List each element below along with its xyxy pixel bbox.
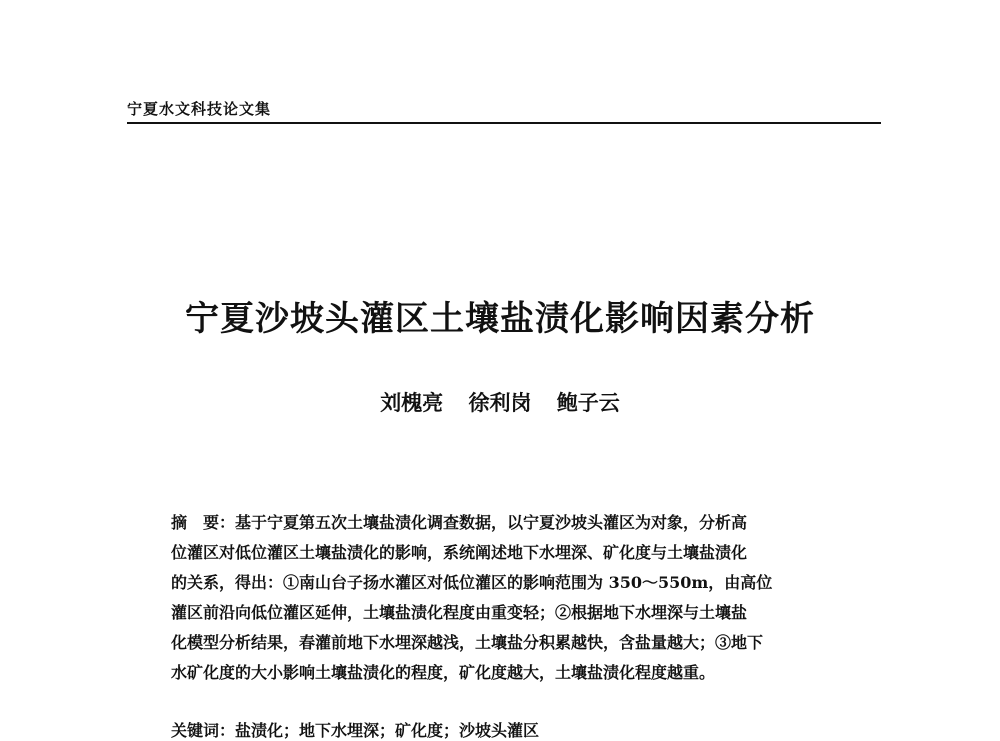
keywords-text: 盐渍化；地下水埋深；矿化度；沙坡头灌区 (235, 721, 540, 740)
abstract-line (171, 508, 846, 538)
keywords (171, 718, 846, 741)
author-name: 刘槐亮 (380, 390, 444, 415)
author-list (0, 387, 1000, 417)
abstract-line: 位灌区对低位灌区土壤盐渍化的影响，系统阐述地下水埋深、矿化度与土壤盐渍化 (171, 543, 748, 562)
abstract-label: 摘 要： (171, 513, 236, 532)
abstract (171, 508, 846, 688)
paper-title: 宁夏沙坡头灌区土壤盐渍化影响因素分析 (185, 299, 815, 339)
keywords-label: 关键词： (171, 721, 236, 740)
abstract-line: 的关系，得出：①南山台子扬水灌区对低位灌区的影响范围为 350～550m，由高位 (171, 573, 773, 592)
abstract-line: 水矿化度的大小影响土壤盐渍化的程度，矿化度越大，土壤盐渍化程度越重。 (171, 663, 716, 682)
author-name: 鲍子云 (556, 390, 620, 415)
author-name: 徐利岗 (468, 390, 532, 415)
abstract-line: 化模型分析结果，春灌前地下水埋深越浅，土壤盐分积累越快，含盐量越大；③地下 (171, 633, 764, 652)
abstract-text: 基于宁夏第五次土壤盐渍化调查数据，以宁夏沙坡头灌区为对象，分析高 (235, 513, 748, 532)
header-divider (127, 122, 881, 124)
abstract-line: 灌区前沿向低位灌区延伸，土壤盐渍化程度由重变轻；②根据地下水埋深与土壤盐 (171, 603, 748, 622)
journal-header: 宁夏水文科技论文集 (127, 100, 272, 118)
